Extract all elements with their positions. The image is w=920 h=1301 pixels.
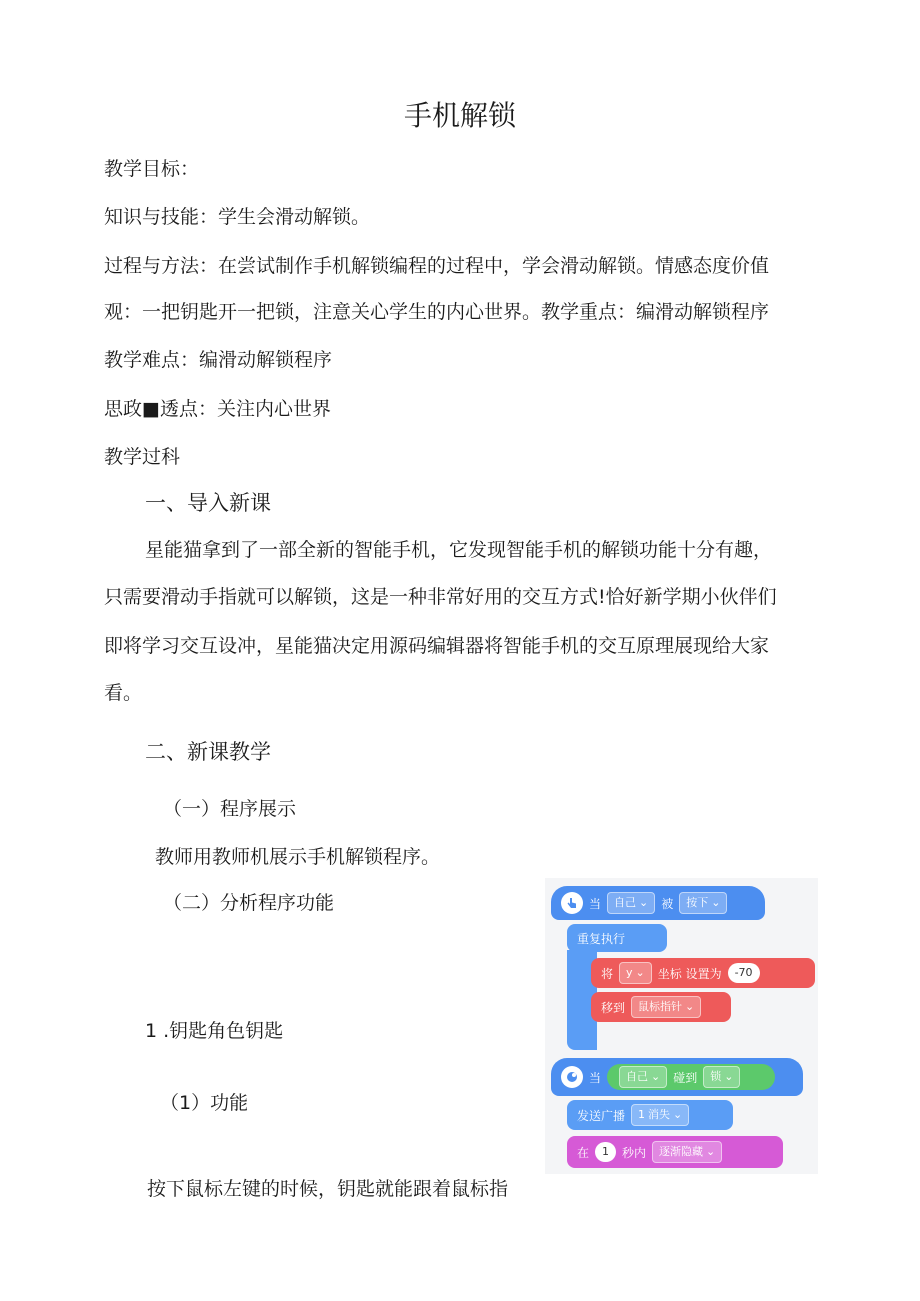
broadcast-block bbox=[567, 1100, 733, 1130]
text-line: 知识与技能：学生会滑动解锁。 bbox=[104, 206, 371, 228]
action-dropdown bbox=[679, 892, 727, 914]
text-line: 观：一把钥匙开一把锁，注意关心学生的内心世界。教学重点：编滑动解锁程序 bbox=[104, 301, 770, 323]
touching-condition bbox=[607, 1064, 775, 1090]
chevron-down-icon: ⌄ bbox=[685, 1000, 695, 1013]
dropdown-value: 自己 bbox=[626, 1070, 649, 1083]
block-label: 重复执行 bbox=[577, 931, 626, 946]
fade-out-block bbox=[567, 1136, 783, 1168]
object-dropdown bbox=[703, 1066, 740, 1088]
message-number: 1 bbox=[638, 1108, 646, 1121]
when-touching-block bbox=[551, 1058, 803, 1096]
chevron-down-icon: ⌄ bbox=[706, 1145, 716, 1158]
sprite-dropdown bbox=[607, 892, 655, 914]
block-label: 当 bbox=[589, 1070, 602, 1085]
text-line: 教学目标： bbox=[104, 158, 200, 180]
sensor-icon bbox=[561, 1066, 583, 1088]
block-label: 当 bbox=[589, 896, 602, 911]
block-label: 在 bbox=[577, 1145, 590, 1160]
block-label: 将 bbox=[601, 966, 614, 981]
chevron-down-icon: ⌄ bbox=[711, 896, 721, 909]
block-label: 秒内 bbox=[622, 1145, 647, 1160]
when-clicked-block bbox=[551, 886, 765, 920]
effect-dropdown bbox=[652, 1141, 722, 1163]
block-label: 坐标 设置为 bbox=[657, 966, 722, 981]
value-input: -70 bbox=[728, 963, 760, 983]
block-label: 发送广播 bbox=[577, 1108, 626, 1123]
subsection-heading: （一）程序展示 bbox=[163, 798, 297, 820]
block-label: 移到 bbox=[601, 1000, 626, 1015]
axis-dropdown bbox=[619, 962, 652, 984]
section-heading: 二、新课教学 bbox=[145, 740, 271, 764]
dropdown-value: 按下 bbox=[686, 896, 709, 909]
dropdown-value: 消失 bbox=[648, 1108, 671, 1121]
paragraph-line: 星能猫拿到了一部全新的智能手机，它发现智能手机的解锁功能十分有趣， bbox=[145, 539, 773, 561]
text-line: 教学过科 bbox=[104, 446, 181, 468]
hand-pointer-icon bbox=[561, 892, 583, 914]
dropdown-value: 自己 bbox=[614, 896, 637, 909]
subsection-heading: （二）分析程序功能 bbox=[163, 892, 335, 914]
item-heading: 1 .钥匙角色钥匙 bbox=[145, 1020, 284, 1042]
block-label: 碰到 bbox=[673, 1070, 698, 1085]
text-line: 过程与方法：在尝试制作手机解锁编程的过程中，学会滑动解锁。情感态度价值 bbox=[104, 255, 770, 277]
dropdown-value: 锁 bbox=[710, 1070, 722, 1083]
target-dropdown bbox=[631, 996, 701, 1018]
message-dropdown bbox=[631, 1104, 689, 1126]
sprite-dropdown bbox=[619, 1066, 667, 1088]
dropdown-value: 鼠标指针 bbox=[638, 1000, 683, 1013]
chevron-down-icon: ⌄ bbox=[651, 1070, 661, 1083]
body-text: 教师用教师机展示手机解锁程序。 bbox=[155, 846, 441, 868]
set-coordinate-block bbox=[591, 958, 815, 988]
repeat-forever-block bbox=[567, 924, 667, 952]
body-text: 按下鼠标左键的时候，钥匙就能跟着鼠标指 bbox=[147, 1178, 509, 1200]
text-line: 教学难点：编滑动解锁程序 bbox=[104, 349, 333, 371]
block-label: 被 bbox=[661, 896, 674, 911]
dropdown-value: 逐渐隐藏 bbox=[659, 1145, 704, 1158]
page-title: 手机解锁 bbox=[403, 99, 516, 132]
paragraph-line: 只需要滑动手指就可以解锁，这是一种非常好用的交互方式!恰好新学期小伙伴们 bbox=[104, 586, 777, 608]
paragraph-line: 即将学习交互设冲，星能猫决定用源码编辑器将智能手机的交互原理展现给大家 bbox=[104, 635, 770, 657]
chevron-down-icon: ⌄ bbox=[639, 896, 649, 909]
item-subheading: （1）功能 bbox=[160, 1092, 249, 1114]
text-line: 思政■透点：关注内心世界 bbox=[104, 398, 331, 420]
section-heading: 一、导入新课 bbox=[145, 491, 271, 515]
chevron-down-icon: ⌄ bbox=[673, 1108, 683, 1121]
move-to-block bbox=[591, 992, 731, 1022]
chevron-down-icon: ⌄ bbox=[635, 966, 645, 979]
seconds-input: 1 bbox=[595, 1142, 616, 1162]
paragraph-line: 看。 bbox=[104, 682, 143, 704]
dropdown-value: y bbox=[626, 966, 633, 979]
chevron-down-icon: ⌄ bbox=[724, 1070, 734, 1083]
code-blocks-image bbox=[545, 878, 818, 1174]
